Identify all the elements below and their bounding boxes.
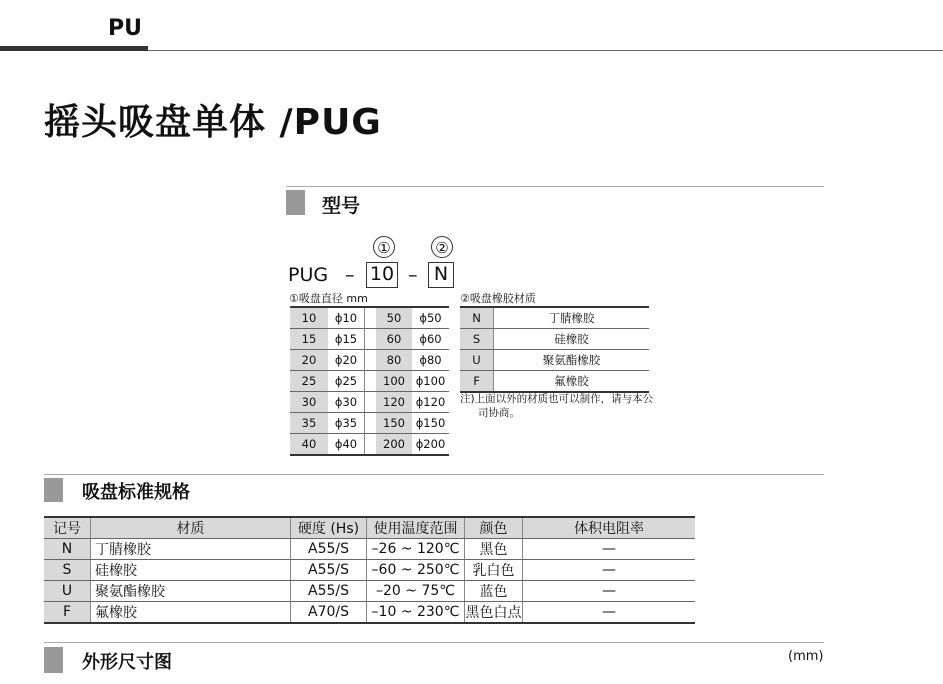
- spec-cell: –26 ~ 120℃: [367, 539, 465, 560]
- material-note-line-2: 司协商。: [478, 407, 520, 419]
- size-cell: 80: [376, 350, 412, 371]
- table-row: [290, 413, 449, 434]
- spec-cell: 硅橡胶: [91, 560, 291, 581]
- model-code-prefix: PUG: [288, 264, 329, 286]
- header-rule-thin: [148, 50, 943, 51]
- table-row: [44, 581, 695, 602]
- model-code-dash: –: [408, 264, 418, 286]
- size-cell: 25: [290, 371, 328, 392]
- spec-table: [44, 516, 695, 624]
- size-cell: ϕ200: [412, 434, 449, 456]
- size-cell: ϕ80: [412, 350, 449, 371]
- table-row: [290, 350, 449, 371]
- column-header: 记号: [44, 517, 91, 539]
- size-cell: 15: [290, 329, 328, 350]
- spec-cell: –60 ~ 250℃: [367, 560, 465, 581]
- size-caption: ①吸盘直径 mm: [289, 292, 368, 305]
- size-cell: ϕ100: [412, 371, 449, 392]
- marker-2: ②: [431, 236, 453, 258]
- material-code: N: [460, 307, 494, 329]
- spec-cell: —: [523, 539, 696, 560]
- material-code: U: [460, 350, 494, 371]
- spec-section-title: 吸盘标准规格: [82, 482, 190, 503]
- size-cell: ϕ60: [412, 329, 449, 350]
- size-cell: 10: [290, 307, 328, 329]
- table-row: [460, 307, 649, 329]
- spec-cell: –20 ~ 75℃: [367, 581, 465, 602]
- table-row: [290, 392, 449, 413]
- column-header: 材质: [91, 517, 291, 539]
- size-cell: ϕ40: [328, 434, 365, 456]
- spec-cell: S: [44, 560, 91, 581]
- model-code-size-box: 10: [366, 262, 398, 288]
- table-header-row: [44, 517, 695, 539]
- spec-cell: –10 ~ 230℃: [367, 602, 465, 624]
- size-cell: 30: [290, 392, 328, 413]
- size-cell: ϕ30: [328, 392, 365, 413]
- model-code-material-box: N: [428, 262, 454, 288]
- size-cell: 100: [376, 371, 412, 392]
- size-cell: ϕ20: [328, 350, 365, 371]
- material-note-line-1: 注)上面以外的材质也可以制作，请与本公: [460, 393, 654, 405]
- table-row: [44, 602, 695, 624]
- table-row: [290, 371, 449, 392]
- column-header: 颜色: [465, 517, 523, 539]
- spec-cell: 蓝色: [465, 581, 523, 602]
- size-cell: 60: [376, 329, 412, 350]
- spec-cell: 聚氨酯橡胶: [91, 581, 291, 602]
- header-brand: PU: [108, 16, 142, 41]
- material-code: S: [460, 329, 494, 350]
- spec-cell: 黑色白点: [465, 602, 523, 624]
- column-header: 硬度 (Hs): [291, 517, 367, 539]
- spec-cell: —: [523, 581, 696, 602]
- table-row: [460, 371, 649, 393]
- size-cell: 150: [376, 413, 412, 434]
- spec-cell: A70/S: [291, 602, 367, 624]
- spec-cell: A55/S: [291, 581, 367, 602]
- size-cell: 200: [376, 434, 412, 456]
- column-header: 体积电阻率: [523, 517, 696, 539]
- size-cell: 120: [376, 392, 412, 413]
- spec-cell: F: [44, 602, 91, 624]
- spec-section-marker: [44, 478, 63, 502]
- spec-cell: U: [44, 581, 91, 602]
- material-name: 丁腈橡胶: [494, 307, 650, 329]
- material-name: 聚氨酯橡胶: [494, 350, 650, 371]
- table-row: [290, 329, 449, 350]
- spec-cell: 黑色: [465, 539, 523, 560]
- marker-1: ①: [373, 236, 395, 258]
- table-row: [460, 350, 649, 371]
- table-row: [290, 307, 449, 329]
- table-row: [460, 329, 649, 350]
- material-code: F: [460, 371, 494, 393]
- material-caption: ②吸盘橡胶材质: [460, 292, 536, 305]
- page-title: 摇头吸盘单体 /PUG: [44, 102, 382, 143]
- size-cell: 50: [376, 307, 412, 329]
- material-name: 氟橡胶: [494, 371, 650, 393]
- table-row: [44, 539, 695, 560]
- model-section-marker: [286, 190, 305, 215]
- material-table: [460, 306, 649, 393]
- table-row: [44, 560, 695, 581]
- model-code-dash: –: [345, 264, 355, 286]
- spec-cell: 乳白色: [465, 560, 523, 581]
- spec-cell: 丁腈橡胶: [91, 539, 291, 560]
- spec-cell: —: [523, 560, 696, 581]
- dimension-unit: (mm): [788, 649, 824, 664]
- table-row: [290, 434, 449, 456]
- header-rule-thick: [0, 46, 148, 51]
- model-section-title: 型号: [322, 195, 361, 217]
- size-cell: ϕ50: [412, 307, 449, 329]
- size-cell: 20: [290, 350, 328, 371]
- spec-section-rule: [44, 474, 824, 475]
- spec-cell: —: [523, 602, 696, 624]
- size-cell: 40: [290, 434, 328, 456]
- size-cell: ϕ120: [412, 392, 449, 413]
- dimension-section-marker: [44, 647, 63, 673]
- spec-cell: 氟橡胶: [91, 602, 291, 624]
- model-section-rule: [286, 186, 824, 187]
- spec-cell: N: [44, 539, 91, 560]
- spec-cell: A55/S: [291, 539, 367, 560]
- size-table: [290, 306, 449, 456]
- column-header: 使用温度范围: [367, 517, 465, 539]
- dimension-section-rule: [44, 642, 824, 643]
- spec-cell: A55/S: [291, 560, 367, 581]
- size-cell: ϕ10: [328, 307, 365, 329]
- size-cell: 35: [290, 413, 328, 434]
- size-cell: ϕ15: [328, 329, 365, 350]
- size-cell: ϕ25: [328, 371, 365, 392]
- size-cell: ϕ150: [412, 413, 449, 434]
- material-name: 硅橡胶: [494, 329, 650, 350]
- size-cell: ϕ35: [328, 413, 365, 434]
- dimension-section-title: 外形尺寸图: [82, 652, 172, 673]
